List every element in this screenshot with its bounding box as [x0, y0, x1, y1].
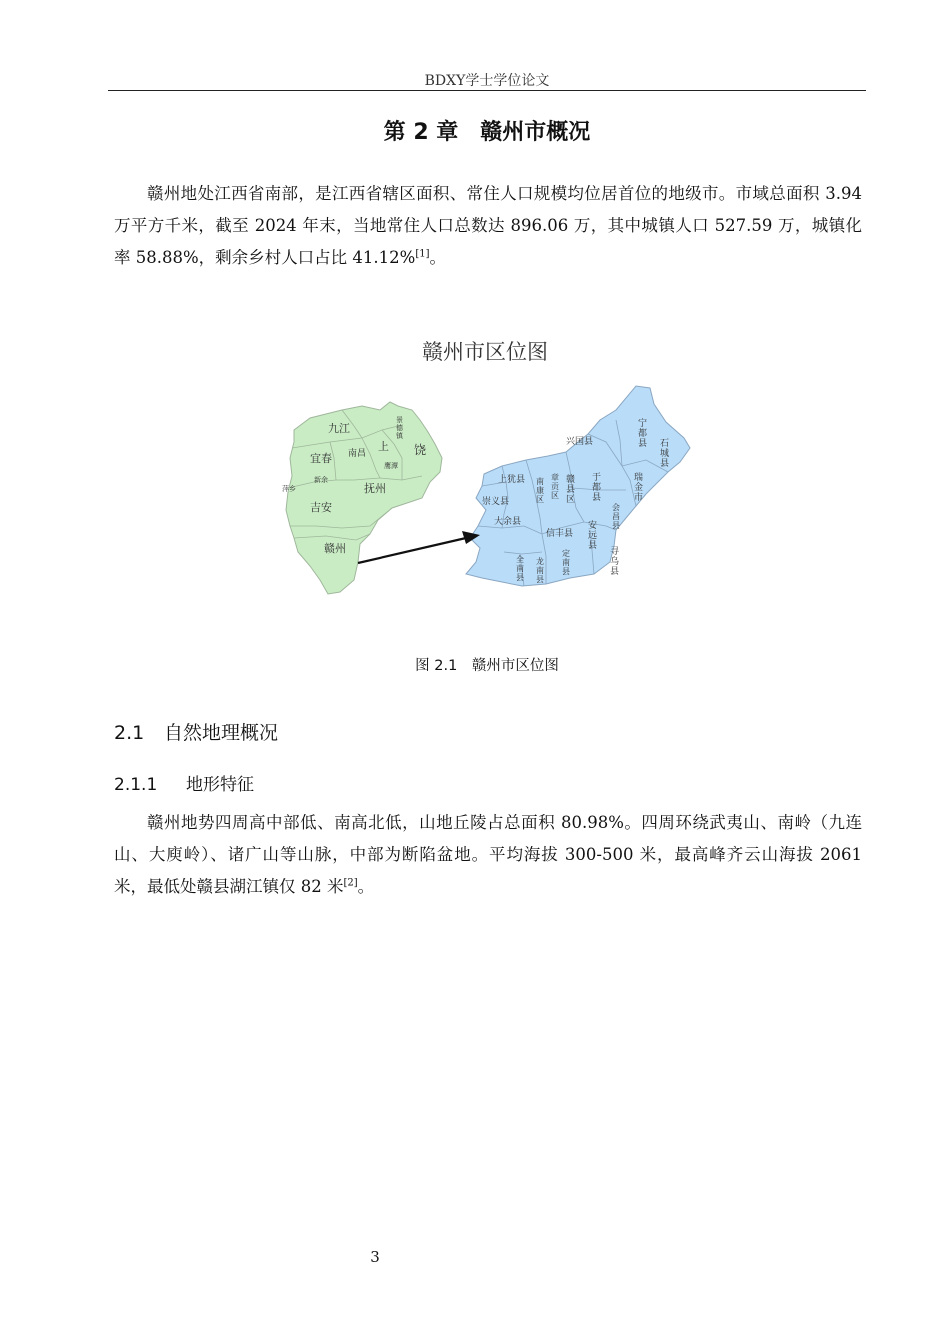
label-xinfeng: 信丰县	[546, 529, 574, 539]
location-map-figure	[270, 330, 700, 605]
label-nankang-3: 区	[536, 495, 544, 504]
intro-end: 。	[429, 248, 446, 267]
label-quannan-1: 全	[516, 555, 524, 564]
label-jingdezhen-2: 德	[396, 424, 403, 432]
label-ganxian-1: 赣	[566, 475, 576, 485]
label-ruijin-3: 市	[634, 493, 644, 503]
label-xinyu: 新余	[314, 476, 328, 484]
chapter-title: 第 2 章 赣州市概况	[383, 120, 591, 145]
label-nankang-1: 南	[536, 477, 544, 486]
label-fuzhou: 抚州	[364, 482, 386, 495]
label-longnan-1: 龙	[536, 557, 544, 566]
running-header: BDXY学士学位论文	[424, 73, 550, 89]
terrain-citation[interactable]: [2]	[343, 877, 358, 889]
label-jiujiang: 九江	[328, 422, 350, 435]
terrain-text: 赣州地势四周高中部低、南高北低，山地丘陵占总面积 80.98%。四周环绕武夷山、南岭（九连山、大庾岭）、诸广山等山脉，中部为断陷盆地。平均海拔 300-500 米，最高峰齐云山海拔 2061 米，最低处赣县湖江镇仅 82 米	[114, 813, 862, 896]
label-shicheng-1: 石	[660, 439, 670, 449]
label-ganxian-2: 县	[566, 485, 576, 495]
label-quannan-2: 南	[516, 564, 524, 573]
label-ningdu-2: 都	[638, 429, 648, 439]
label-anyuan-1: 安	[588, 521, 598, 531]
label-shicheng-3: 县	[660, 459, 670, 469]
label-anyuan-3: 县	[588, 541, 598, 551]
label-jingdezhen-3: 镇	[396, 432, 403, 440]
label-dingnan-1: 定	[562, 549, 570, 558]
label-longnan-2: 南	[536, 566, 544, 575]
map-title: 赣州市区位图	[422, 340, 548, 364]
section-title: 自然地理概况	[164, 722, 279, 744]
section-heading	[114, 718, 278, 745]
subsection-title: 地形特征	[186, 775, 254, 795]
terrain-end: 。	[357, 877, 375, 896]
label-pingxiang: 萍乡	[282, 485, 296, 493]
label-xingguo: 兴国县	[566, 437, 594, 447]
label-dayu: 大余县	[494, 517, 522, 527]
label-anyuan-2: 远	[588, 531, 598, 541]
label-yudu-1: 于	[592, 473, 602, 483]
label-nankang-2: 康	[536, 486, 544, 495]
label-rao: 饶	[414, 443, 427, 457]
label-yudu-2: 都	[592, 483, 602, 493]
label-nanchang: 南昌	[348, 449, 367, 459]
label-xunwu-2: 乌	[610, 557, 620, 567]
label-yudu-3: 县	[592, 493, 602, 503]
label-ningdu-3: 县	[638, 439, 648, 449]
label-dingnan-3: 县	[562, 567, 570, 576]
label-ningdu-1: 宁	[638, 419, 648, 429]
label-dingnan-2: 南	[562, 558, 570, 567]
label-shang: 上	[378, 440, 389, 453]
label-longnan-3: 县	[536, 575, 544, 584]
subsection-number: 2.1.1	[114, 775, 158, 795]
label-ruijin-2: 金	[634, 483, 644, 493]
label-huichang-2: 昌	[612, 512, 620, 521]
label-zhanggong-1: 章	[551, 473, 559, 482]
location-arrow	[358, 531, 480, 563]
label-quannan-3: 县	[516, 573, 524, 582]
intro-citation[interactable]: [1]	[415, 248, 430, 260]
section-number: 2.1	[114, 722, 145, 744]
location-map	[270, 330, 700, 605]
label-chongyi: 崇义县	[482, 497, 510, 507]
intro-text: 赣州地处江西省南部，是江西省辖区面积、常住人口规模均位居首位的地级市。市域总面积 3.94 万平方千米，截至 2024 年末，当地常住人口总数达 896.06 万，其中城镇人口 527.59 万，城镇化率 58.88%，剩余乡村人口占比 41.12%	[114, 184, 862, 267]
label-xunwu-1: 寻	[610, 547, 620, 557]
subsection-heading	[114, 770, 254, 795]
page-number: 3	[370, 1248, 380, 1266]
intro-paragraph	[114, 178, 862, 274]
terrain-paragraph	[114, 807, 862, 903]
label-yingtan: 鹰潭	[384, 462, 398, 470]
label-jian: 吉安	[310, 501, 332, 514]
header-rule	[108, 90, 866, 91]
label-xunwu-3: 县	[610, 567, 620, 577]
label-jingdezhen-1: 景	[396, 416, 403, 424]
ganzhou-city-shape	[466, 386, 690, 586]
figure-caption: 图 2.1 赣州市区位图	[415, 658, 559, 674]
label-shicheng-2: 城	[660, 449, 670, 459]
label-zhanggong-3: 区	[551, 491, 559, 500]
label-shangyou: 上犹县	[498, 475, 526, 485]
label-ganxian-3: 区	[566, 495, 576, 505]
label-huichang-1: 会	[612, 503, 620, 512]
label-ruijin-1: 瑞	[634, 473, 644, 483]
label-huichang-3: 县	[612, 521, 620, 530]
jiangxi-province-shape	[286, 402, 442, 594]
label-zhanggong-2: 贡	[551, 482, 559, 491]
label-ganzhou: 赣州	[324, 542, 346, 555]
label-yichun: 宜春	[310, 452, 332, 465]
